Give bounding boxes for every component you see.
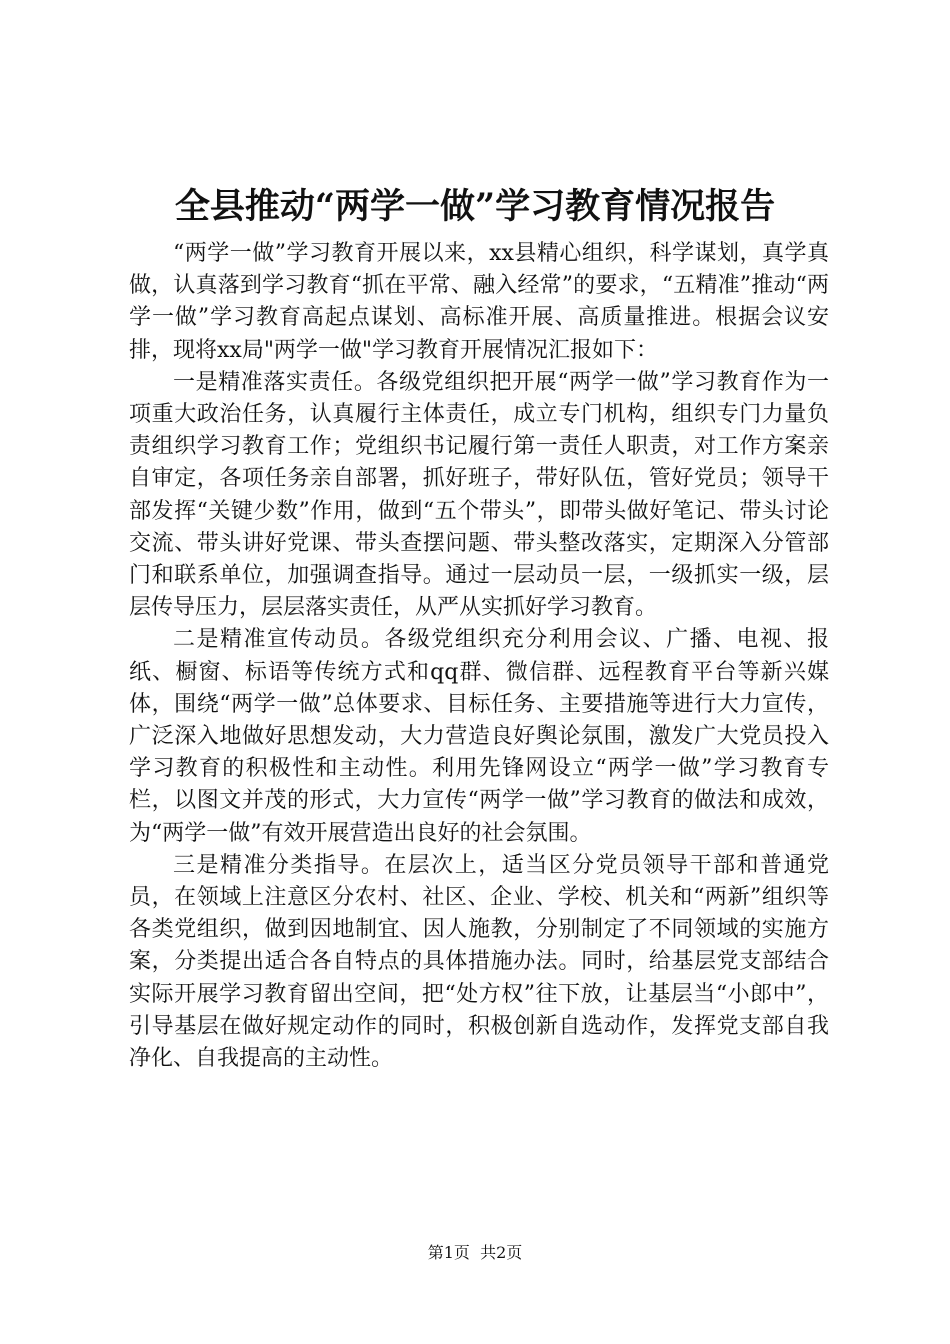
paragraph-intro: “两学一做”学习教育开展以来，xx县精心组织，科学谋划，真学真做，认真落到学习教育“抓在平常、融入经常”的要求，“五精准”推动“两学一做”学习教育高起点谋划、高标准开展、高质量推进。根据会议安排，现将xx局"两学一做"学习教育开展情况汇报如下： xyxy=(129,241,829,363)
paragraph-responsibility: 一是精准落实责任。各级党组织把开展“两学一做”学习教育作为一项重大政治任务，认真履行主体责任，成立专门机构，组织专门力量负责组织学习教育工作；党组织书记履行第一责任人职责，对工作方案亲自审定，各项任务亲自部署，抓好班子，带好队伍，管好党员；领导干部发挥“关键少数”作用，做到“五个带头”，即带头做好笔记、带头讨论交流、带头讲好党课、带头查摆问题、带头整改落实，定期深入分管部门和联系单位，加强调查指导。通过一层动员一层，一级抓实一级，层层传导压力，层层落实责任，从严从实抓好学习教育。 xyxy=(129,369,829,621)
paragraph-publicity: 二是精准宣传动员。各级党组织充分利用会议、广播、电视、报纸、橱窗、标语等传统方式和qq群、微信群、远程教育平台等新兴媒体，围绕“两学一做”总体要求、目标任务、主要措施等进行大力宣传，广泛深入地做好思想发动，大力营造良好舆论氛围，激发广大党员投入学习教育的积极性和主动性。利用先锋网设立“两学一做”学习教育专栏，以图文并茂的形式，大力宣传“两学一做”学习教育的做法和成效，为“两学一做”有效开展营造出良好的社会氛围。 xyxy=(129,627,829,846)
paragraph-guidance: 三是精准分类指导。在层次上，适当区分党员领导干部和普通党员，在领域上注意区分农村、社区、企业、学校、机关和“两新”组织等各类党组织，做到因地制宜、因人施教，分别制定了不同领域的实施方案，分类提出适合各自特点的具体措施办法。同时，给基层党支部结合实际开展学习教育留出空间，把“处方权”往下放，让基层当“小郎中”，引导基层在做好规定动作的同时，积极创新自选动作，发挥党支部自我净化、自我提高的主动性。 xyxy=(129,852,829,1072)
document-title: 全县推动“两学一做”学习教育情况报告 xyxy=(174,186,776,227)
document-body xyxy=(129,238,829,1075)
page-number: 第1页 共2页 xyxy=(427,1243,523,1262)
